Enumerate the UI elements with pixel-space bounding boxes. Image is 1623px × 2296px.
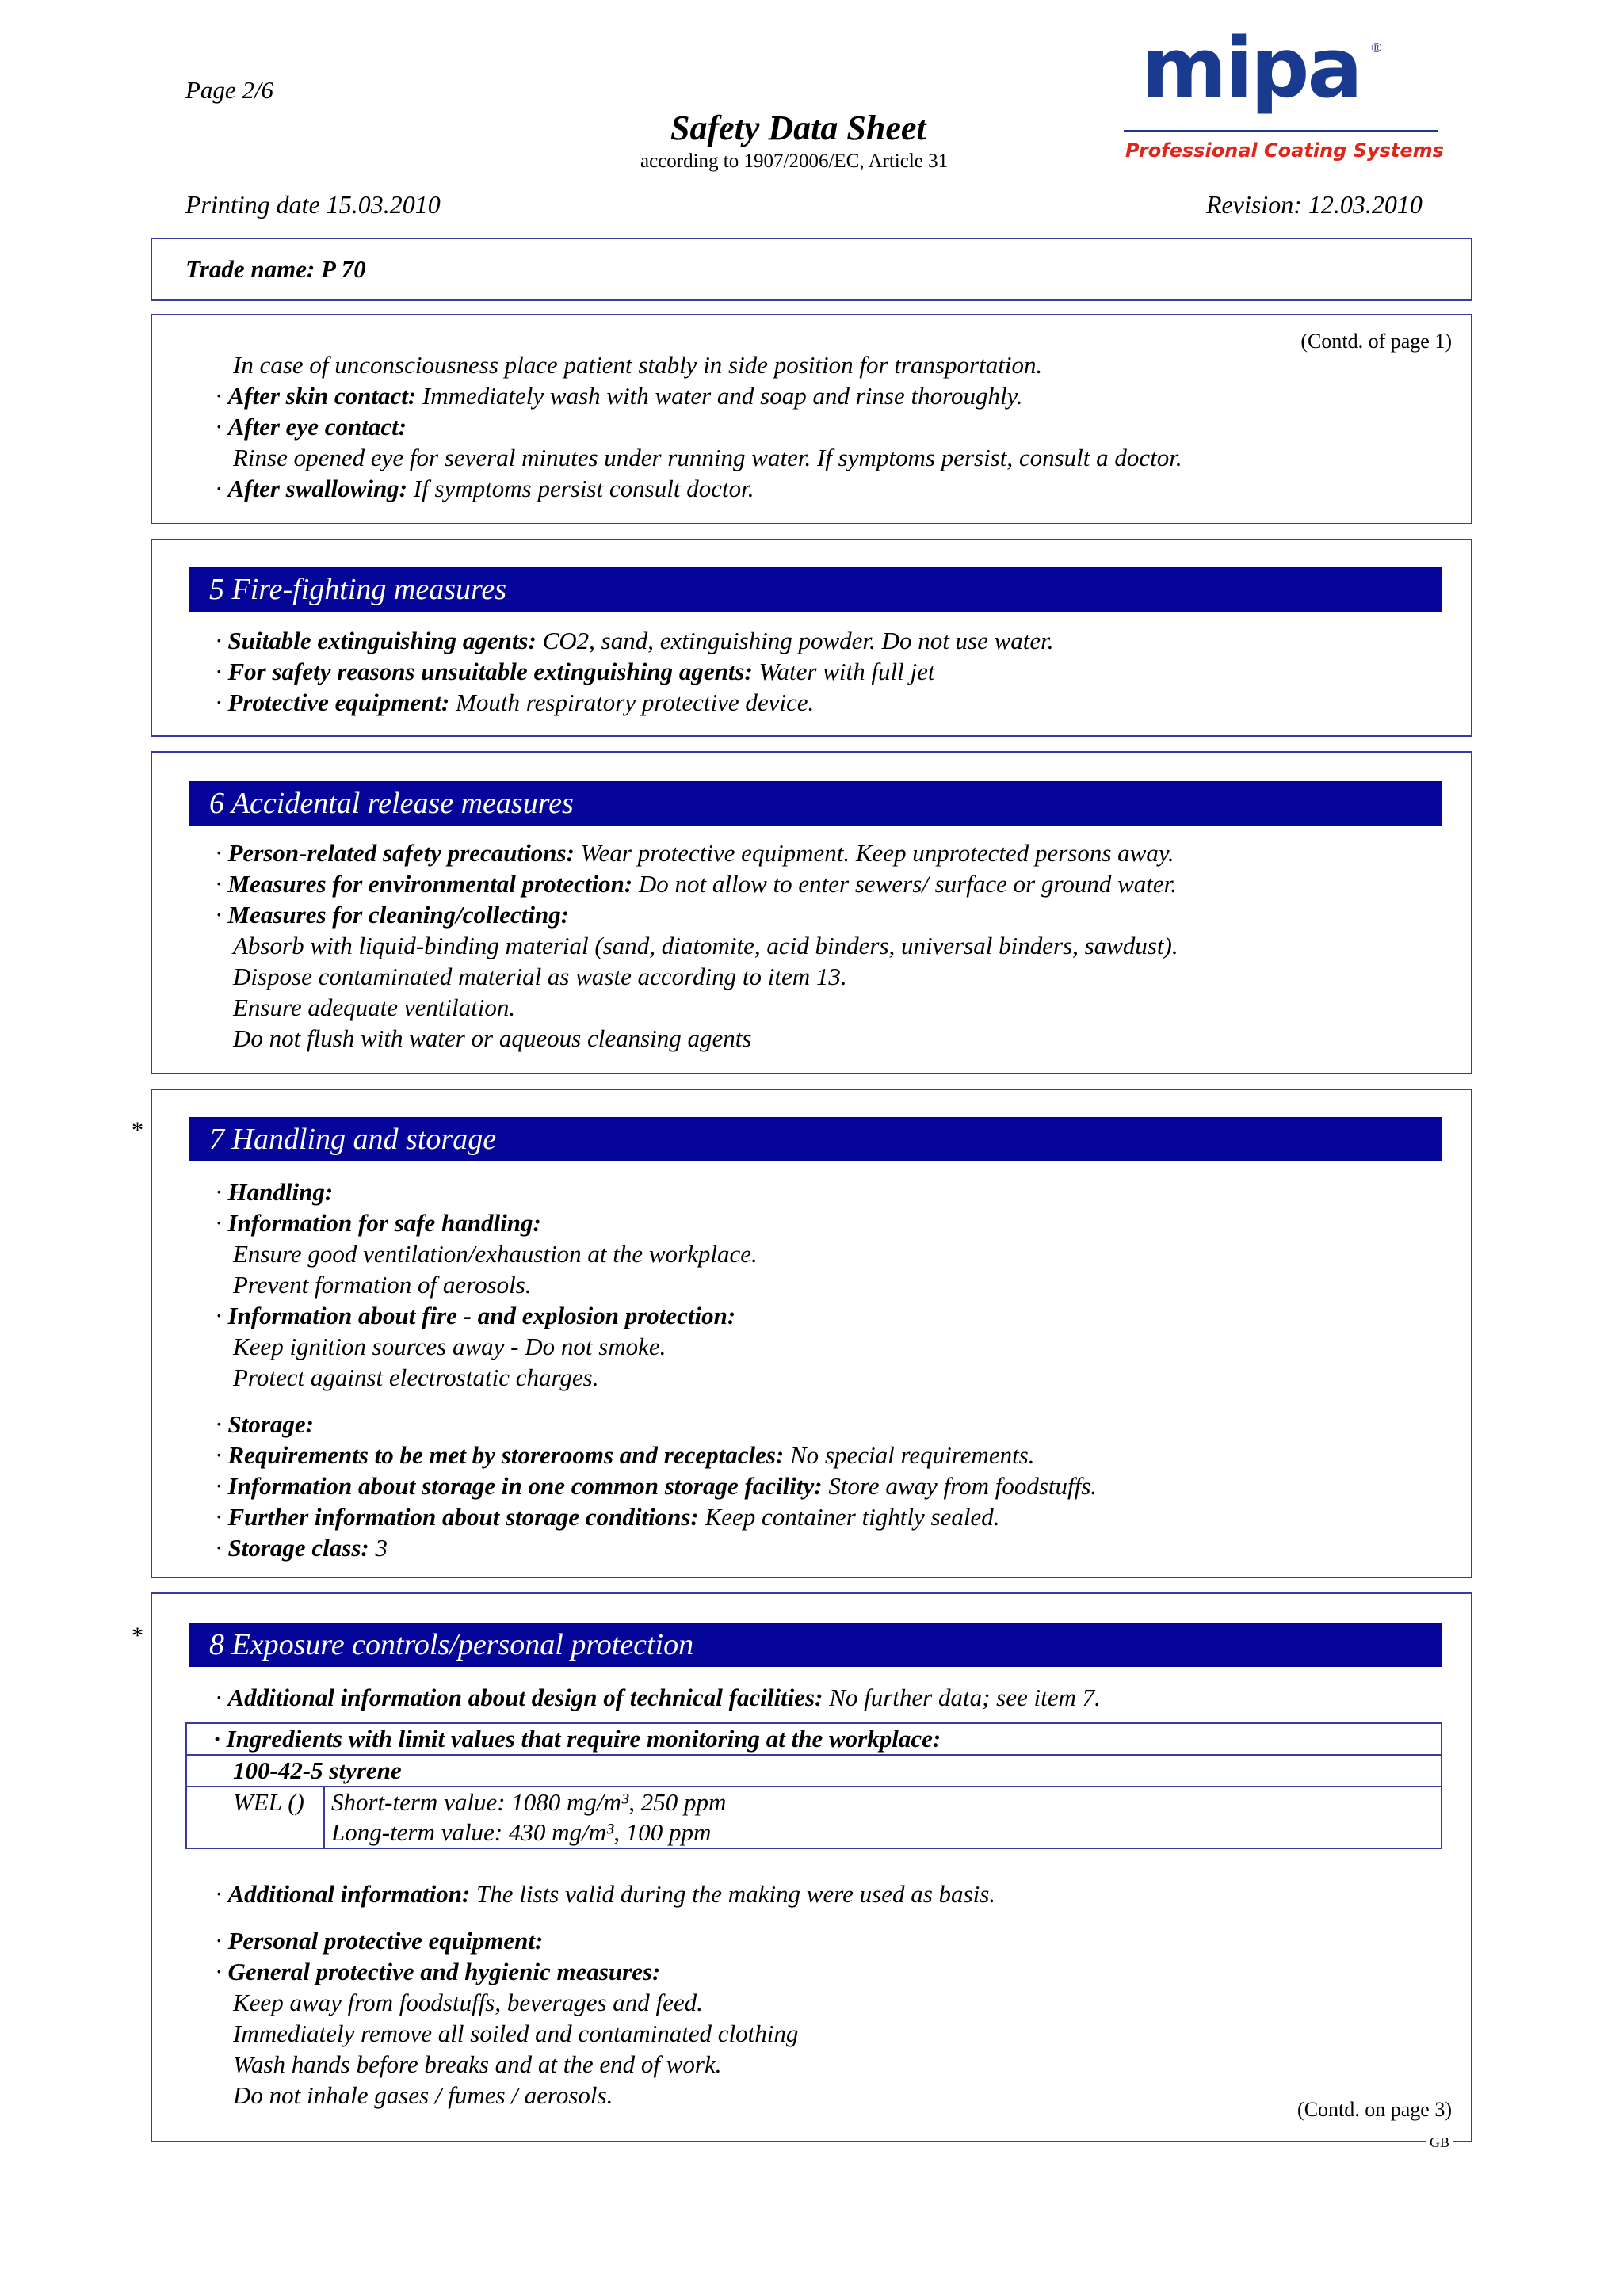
text-line: · Storage class: 3 — [216, 1534, 388, 1562]
text-line: · After skin contact: Immediately wash with water and soap and rinse thoroughly. — [216, 382, 1023, 410]
text-line: Wash hands before breaks and at the end of work. — [233, 2050, 722, 2078]
section-7-change-marker: * — [132, 1117, 143, 1143]
logo-wordmark: mipa — [1141, 20, 1361, 116]
first-aid-continued-box — [151, 314, 1472, 524]
text-line: · After swallowing: If symptoms persist consult doctor. — [216, 475, 754, 502]
section-8-change-marker: * — [132, 1623, 143, 1649]
text-line: Ensure adequate ventilation. — [233, 994, 516, 1021]
section-6-heading: 6 Accidental release measures — [189, 781, 1442, 826]
logo-registered-mark: ® — [1371, 40, 1382, 55]
text-line: Do not flush with water or aqueous cleansing agents — [233, 1024, 752, 1052]
section-7-heading: 7 Handling and storage — [189, 1117, 1442, 1161]
text-line: · Measures for cleaning/collecting: — [216, 901, 570, 929]
revision-date: Revision: 12.03.2010 — [1206, 190, 1423, 219]
printing-date: Printing date 15.03.2010 — [185, 190, 441, 219]
text-line: · Suitable extinguishing agents: CO2, sand, extinguishing powder. Do not use water. — [216, 627, 1054, 654]
section-6-box — [151, 751, 1472, 1074]
text-line: · For safety reasons unsuitable extinguishing agents: Water with full jet — [216, 658, 935, 685]
section-8-heading: 8 Exposure controls/personal protection — [189, 1623, 1442, 1667]
section-8-box — [151, 1592, 1472, 2142]
text-line: Absorb with liquid-binding material (sand, diatomite, acid binders, universal binders, sawdust). — [233, 932, 1178, 959]
text-line: · General protective and hygienic measures: — [216, 1958, 661, 1985]
trade-name-box — [151, 238, 1472, 301]
contd-next-page: (Contd. on page 3) — [1297, 2098, 1452, 2121]
logo-underline — [1124, 130, 1438, 132]
text-line: In case of unconsciousness place patient stably in side position for transportation. — [233, 351, 1043, 379]
text-line: · Information about fire - and explosion protection: — [216, 1302, 736, 1329]
country-code: GB — [1426, 2134, 1453, 2151]
limit-values-table — [185, 1722, 1442, 1849]
limit-table-header: · Ingredients with limit values that require monitoring at the workplace: — [186, 1723, 1442, 1755]
text-line: Immediately remove all soiled and contaminated clothing — [233, 2019, 799, 2047]
text-line: · Information for safe handling: — [216, 1209, 541, 1237]
document-title: Safety Data Sheet — [670, 109, 926, 147]
page-number: Page 2/6 — [185, 76, 274, 104]
limit-table-substance: 100-42-5 styrene — [186, 1755, 1442, 1787]
limit-values: Short-term value: 1080 mg/m³, 250 ppm Long-term value: 430 mg/m³, 100 ppm — [324, 1787, 1442, 1848]
text-line: Do not inhale gases / fumes / aerosols. — [233, 2081, 613, 2109]
text-line: · Requirements to be met by storerooms and receptacles: No special requirements. — [216, 1441, 1035, 1469]
text-line: · Handling: — [216, 1178, 334, 1206]
logo-tagline: Professional Coating Systems — [1125, 139, 1444, 162]
text-line: Rinse opened eye for several minutes under running water. If symptoms persist, consult a doctor. — [233, 444, 1182, 471]
document-subtitle: according to 1907/2006/EC, Article 31 — [640, 151, 949, 172]
section-5-box — [151, 539, 1472, 737]
text-line: Keep away from foodstuffs, beverages and feed. — [233, 1989, 703, 2016]
contd-from-previous: (Contd. of page 1) — [1300, 330, 1452, 353]
section-5-heading: 5 Fire-fighting measures — [189, 567, 1442, 612]
text-line: · Information about storage in one common storage facility: Store away from foodstuffs. — [216, 1472, 1098, 1500]
text-line: · Further information about storage conditions: Keep container tightly sealed. — [216, 1503, 1000, 1531]
limit-type: WEL () — [186, 1787, 324, 1848]
trade-name: Trade name: P 70 — [185, 255, 366, 283]
text-line: Ensure good ventilation/exhaustion at the workplace. — [233, 1240, 758, 1268]
text-line: · Measures for environmental protection: Do not allow to enter sewers/ surface or ground water. — [216, 870, 1178, 898]
text-line: Protect against electrostatic charges. — [233, 1363, 599, 1391]
text-line: Prevent formation of aerosols. — [233, 1271, 532, 1299]
text-line: · Additional information: The lists valid during the making were used as basis. — [216, 1880, 996, 1908]
section-7-box — [151, 1089, 1472, 1578]
text-line: · Storage: — [216, 1410, 314, 1438]
text-line: Keep ignition sources away - Do not smoke. — [233, 1333, 666, 1360]
text-line: · After eye contact: — [216, 413, 407, 441]
text-line: · Personal protective equipment: — [216, 1927, 544, 1955]
section-8-intro: · Additional information about design of technical facilities: No further data; see item 7. — [216, 1684, 1101, 1711]
text-line: · Protective equipment: Mouth respiratory protective device. — [216, 688, 815, 716]
text-line: Dispose contaminated material as waste according to item 13. — [233, 963, 847, 990]
text-line: · Person-related safety precautions: Wear protective equipment. Keep unprotected persons away. — [216, 839, 1174, 867]
